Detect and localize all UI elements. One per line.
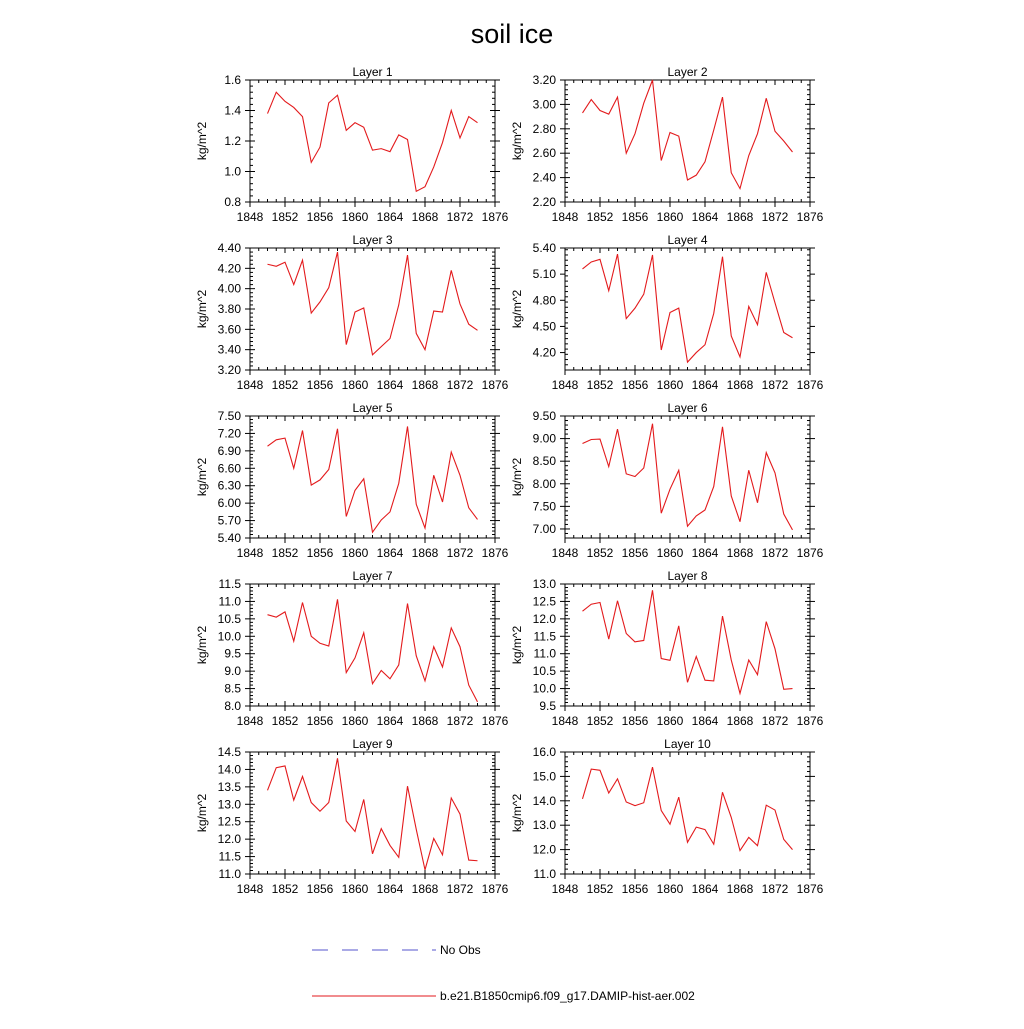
chart-panel-layer-6: [510, 401, 824, 560]
panel-title: Layer 5: [352, 401, 393, 415]
y-axis-label: kg/m^2: [195, 793, 209, 833]
x-tick-label: 1868: [411, 882, 439, 896]
plot-frame: [565, 416, 810, 538]
y-tick-label: 3.80: [217, 302, 241, 316]
y-tick-label: 13.0: [217, 797, 241, 812]
x-tick-label: 1860: [656, 210, 684, 224]
x-tick-label: 1848: [236, 378, 264, 392]
x-tick-label: 1852: [271, 714, 299, 728]
series-line: [268, 426, 478, 532]
y-tick-label: 10.0: [532, 681, 556, 696]
x-tick-label: 1860: [656, 714, 684, 728]
y-tick-label: 5.10: [532, 267, 556, 282]
chart-panel-layer-1: [195, 65, 509, 224]
y-tick-label: 5.70: [217, 513, 241, 528]
chart-panel-layer-9: [195, 737, 509, 896]
y-tick-label: 7.00: [532, 521, 556, 536]
x-tick-label: 1872: [446, 546, 474, 560]
y-tick-label: 8.0: [224, 699, 241, 713]
panels: [195, 65, 824, 896]
x-tick-label: 1876: [481, 210, 509, 224]
y-tick-label: 4.40: [217, 241, 241, 255]
y-tick-label: 4.20: [217, 261, 241, 276]
x-tick-label: 1856: [621, 378, 649, 392]
y-tick-label: 7.50: [532, 499, 556, 514]
x-tick-label: 1876: [481, 378, 509, 392]
y-axis-label: kg/m^2: [510, 793, 524, 833]
y-tick-label: 3.00: [532, 97, 556, 112]
y-tick-label: 11.0: [218, 594, 241, 609]
y-axis-label: kg/m^2: [195, 457, 209, 497]
y-tick-label: 8.00: [532, 476, 556, 491]
y-tick-label: 11.0: [218, 867, 241, 881]
x-tick-label: 1848: [551, 210, 579, 224]
y-tick-label: 14.0: [217, 762, 241, 777]
y-tick-label: 4.80: [532, 293, 556, 308]
x-tick-label: 1872: [446, 378, 474, 392]
y-axis-label: kg/m^2: [510, 457, 524, 497]
plot-frame: [565, 80, 810, 202]
plot-frame: [250, 752, 495, 874]
y-tick-label: 0.8: [224, 195, 241, 209]
y-tick-label: 2.40: [532, 170, 556, 185]
y-tick-label: 5.40: [532, 241, 556, 255]
x-tick-label: 1868: [411, 714, 439, 728]
x-tick-label: 1860: [341, 378, 369, 392]
y-tick-label: 6.30: [217, 478, 241, 493]
panel-title: Layer 9: [352, 737, 393, 751]
y-tick-label: 3.20: [217, 363, 241, 377]
x-tick-label: 1856: [306, 546, 334, 560]
y-tick-label: 10.0: [217, 629, 241, 644]
x-tick-label: 1856: [621, 714, 649, 728]
y-tick-label: 2.60: [532, 146, 556, 161]
y-tick-label: 3.40: [217, 342, 241, 357]
y-tick-label: 14.5: [217, 745, 241, 759]
x-tick-label: 1872: [446, 882, 474, 896]
x-tick-label: 1848: [236, 882, 264, 896]
y-tick-label: 12.5: [532, 594, 556, 609]
y-tick-label: 9.0: [224, 664, 241, 679]
x-tick-label: 1868: [726, 714, 754, 728]
y-tick-label: 3.60: [217, 322, 241, 337]
y-tick-label: 8.5: [224, 681, 241, 696]
y-tick-label: 1.0: [224, 164, 241, 179]
x-tick-label: 1876: [796, 546, 824, 560]
x-tick-label: 1860: [341, 546, 369, 560]
x-tick-label: 1876: [481, 882, 509, 896]
series-line: [268, 92, 478, 191]
series-line: [583, 254, 793, 362]
y-tick-label: 2.80: [532, 121, 556, 136]
y-tick-label: 4.00: [217, 281, 241, 296]
y-axis-label: kg/m^2: [510, 289, 524, 329]
plot-frame: [250, 584, 495, 706]
x-tick-label: 1868: [726, 882, 754, 896]
y-tick-label: 11.0: [533, 646, 556, 661]
x-tick-label: 1864: [376, 546, 404, 560]
chart-panel-layer-2: [510, 65, 824, 224]
y-tick-label: 4.50: [532, 319, 556, 334]
x-tick-label: 1848: [551, 714, 579, 728]
x-tick-label: 1864: [376, 210, 404, 224]
y-tick-label: 15.0: [532, 769, 556, 784]
series-line: [583, 424, 793, 530]
panel-title: Layer 10: [664, 737, 711, 751]
y-tick-label: 13.5: [217, 779, 241, 794]
series-line: [583, 767, 793, 850]
y-tick-label: 10.5: [532, 664, 556, 679]
x-tick-label: 1860: [656, 546, 684, 560]
x-tick-label: 1860: [656, 378, 684, 392]
plot-frame: [565, 752, 810, 874]
x-tick-label: 1864: [691, 882, 719, 896]
y-axis-label: kg/m^2: [195, 625, 209, 665]
y-tick-label: 7.20: [217, 426, 241, 441]
y-tick-label: 12.5: [217, 814, 241, 829]
panel-title: Layer 2: [667, 65, 708, 79]
y-tick-label: 6.90: [217, 443, 241, 458]
legend: [312, 943, 695, 1003]
x-tick-label: 1852: [586, 714, 614, 728]
x-tick-label: 1864: [691, 546, 719, 560]
x-tick-label: 1860: [656, 882, 684, 896]
y-tick-label: 10.5: [217, 611, 241, 626]
legend-label-2: b.e21.B1850cmip6.f09_g17.DAMIP-hist-aer.002: [440, 989, 695, 1003]
x-tick-label: 1856: [621, 546, 649, 560]
y-tick-label: 12.0: [532, 842, 556, 857]
x-tick-label: 1872: [761, 378, 789, 392]
x-tick-label: 1848: [236, 714, 264, 728]
y-axis-label: kg/m^2: [195, 289, 209, 329]
x-tick-label: 1864: [691, 714, 719, 728]
x-tick-label: 1848: [551, 378, 579, 392]
panel-title: Layer 3: [352, 233, 393, 247]
x-tick-label: 1856: [306, 714, 334, 728]
y-tick-label: 13.0: [532, 577, 556, 591]
y-tick-label: 6.00: [217, 496, 241, 511]
x-tick-label: 1864: [376, 882, 404, 896]
y-tick-label: 1.2: [224, 134, 241, 148]
x-tick-label: 1872: [761, 546, 789, 560]
plot-frame: [250, 416, 495, 538]
x-tick-label: 1852: [271, 882, 299, 896]
y-tick-label: 6.60: [217, 461, 241, 476]
x-tick-label: 1856: [306, 378, 334, 392]
chart-panel-layer-3: [195, 233, 509, 392]
y-tick-label: 2.20: [532, 195, 556, 209]
x-tick-label: 1876: [796, 210, 824, 224]
y-tick-label: 11.0: [533, 867, 556, 881]
y-tick-label: 13.0: [532, 818, 556, 833]
series-line: [583, 590, 793, 693]
legend-label-1: No Obs: [440, 943, 481, 957]
chart-panel-layer-8: [510, 569, 824, 728]
y-tick-label: 9.00: [532, 431, 556, 446]
x-tick-label: 1864: [691, 378, 719, 392]
y-tick-label: 3.20: [532, 73, 556, 87]
y-tick-label: 11.5: [218, 849, 241, 864]
x-tick-label: 1848: [551, 882, 579, 896]
x-tick-label: 1872: [446, 714, 474, 728]
x-tick-label: 1872: [446, 210, 474, 224]
x-tick-label: 1868: [726, 210, 754, 224]
x-tick-label: 1860: [341, 210, 369, 224]
y-tick-label: 11.5: [533, 629, 556, 644]
panel-title: Layer 6: [667, 401, 708, 415]
y-tick-label: 1.6: [224, 73, 241, 87]
x-tick-label: 1852: [586, 882, 614, 896]
x-tick-label: 1876: [796, 714, 824, 728]
x-tick-label: 1852: [586, 210, 614, 224]
x-tick-label: 1872: [761, 210, 789, 224]
series-line: [268, 252, 478, 355]
chart-panel-layer-10: [510, 737, 824, 896]
x-tick-label: 1868: [411, 546, 439, 560]
x-tick-label: 1856: [621, 210, 649, 224]
y-axis-label: kg/m^2: [510, 625, 524, 665]
x-tick-label: 1868: [411, 378, 439, 392]
x-tick-label: 1852: [271, 378, 299, 392]
x-tick-label: 1848: [551, 546, 579, 560]
x-tick-label: 1852: [586, 378, 614, 392]
y-tick-label: 9.5: [539, 699, 556, 713]
x-tick-label: 1856: [306, 210, 334, 224]
y-tick-label: 1.4: [224, 103, 241, 118]
x-tick-label: 1864: [691, 210, 719, 224]
x-tick-label: 1872: [761, 714, 789, 728]
x-tick-label: 1872: [761, 882, 789, 896]
y-tick-label: 11.5: [218, 577, 241, 591]
x-tick-label: 1868: [726, 378, 754, 392]
x-tick-label: 1868: [411, 210, 439, 224]
figure-title: soil ice: [470, 19, 554, 49]
x-tick-label: 1868: [726, 546, 754, 560]
y-axis-label: kg/m^2: [510, 121, 524, 161]
x-tick-label: 1848: [236, 546, 264, 560]
x-tick-label: 1852: [271, 546, 299, 560]
plot-frame: [250, 80, 495, 202]
y-tick-label: 14.0: [532, 793, 556, 808]
y-axis-label: kg/m^2: [195, 121, 209, 161]
x-tick-label: 1852: [586, 546, 614, 560]
y-tick-label: 12.0: [532, 611, 556, 626]
x-tick-label: 1860: [341, 714, 369, 728]
panel-title: Layer 4: [667, 233, 708, 247]
x-tick-label: 1876: [796, 882, 824, 896]
y-tick-label: 8.50: [532, 454, 556, 469]
x-tick-label: 1864: [376, 378, 404, 392]
y-tick-label: 16.0: [532, 745, 556, 759]
chart-panel-layer-5: [195, 401, 509, 560]
y-tick-label: 9.50: [532, 409, 556, 423]
x-tick-label: 1876: [481, 714, 509, 728]
y-tick-label: 7.50: [217, 409, 241, 423]
series-line: [268, 599, 478, 701]
x-tick-label: 1856: [306, 882, 334, 896]
x-tick-label: 1860: [341, 882, 369, 896]
panel-title: Layer 8: [667, 569, 708, 583]
x-tick-label: 1864: [376, 714, 404, 728]
x-tick-label: 1876: [481, 546, 509, 560]
series-line: [583, 80, 793, 189]
series-line: [268, 758, 478, 870]
y-tick-label: 5.40: [217, 531, 241, 545]
x-tick-label: 1852: [271, 210, 299, 224]
chart-panel-layer-4: [510, 233, 824, 392]
x-tick-label: 1848: [236, 210, 264, 224]
chart-panel-layer-7: [195, 569, 509, 728]
y-tick-label: 4.20: [532, 345, 556, 360]
panel-title: Layer 7: [352, 569, 393, 583]
y-tick-label: 9.5: [224, 646, 241, 661]
panel-title: Layer 1: [352, 65, 393, 79]
x-tick-label: 1876: [796, 378, 824, 392]
x-tick-label: 1856: [621, 882, 649, 896]
y-tick-label: 12.0: [217, 832, 241, 847]
